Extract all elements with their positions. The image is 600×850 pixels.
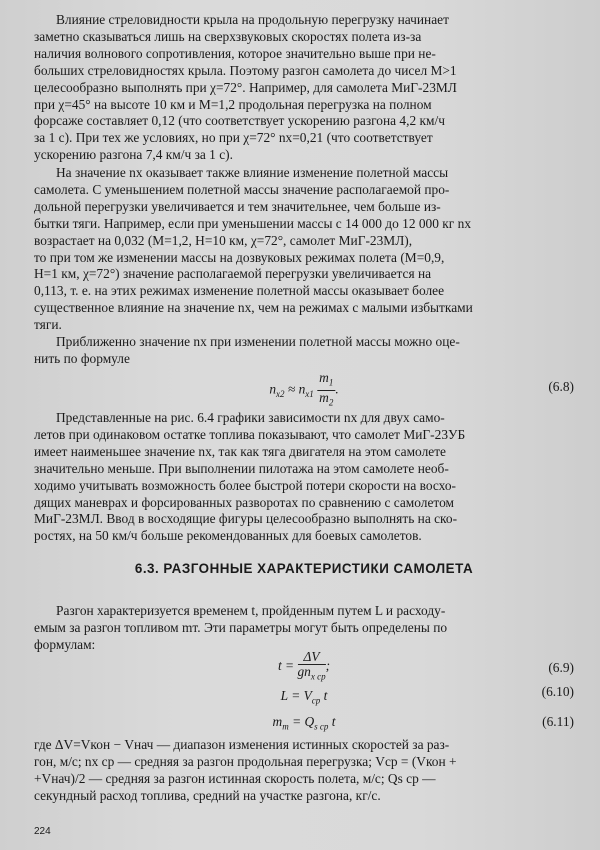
text-line: где ΔV=Vкон − Vнач — диапазон изменения истинных скоростей за раз- bbox=[34, 737, 450, 752]
text-line: дящих маневрах и форсированных разворотах по сравнению с самолетом bbox=[34, 494, 454, 510]
text-line: емым за разгон топливом mт. Эти параметры могут быть определены по bbox=[34, 619, 448, 635]
text-line: летов при одинаковом остатке топлива показывают, что самолет МиГ-23УБ bbox=[34, 426, 466, 442]
text-line: ускорению разгона 7,4 км/ч за 1 с). bbox=[34, 147, 233, 163]
page-number: 224 bbox=[34, 826, 51, 837]
equation-6-9: t = $\frac{\Delta V}{gn_{x ср}}$ ; (6.9) bbox=[277, 649, 574, 682]
paragraph-acceleration bbox=[34, 603, 574, 654]
text-line: Влияние стреловидности крыла на продольную перегрузку начинает bbox=[56, 12, 449, 27]
text-line: 0,113, т. е. на этих режимах изменение полетной массы оказывает более bbox=[34, 283, 445, 299]
equation-number: (6.8) bbox=[548, 379, 574, 394]
text-line: +Vнач)/2 — средняя за разгон истинная скорость полета, м/с; Qs ср — bbox=[34, 770, 436, 786]
text-line: секундный расход топлива, средний на участке разгона, кг/с. bbox=[34, 787, 381, 803]
text-line: имеет наименьшее значение nx, так как тяга двигателя на этом самолете bbox=[34, 443, 446, 459]
text-line: то при том же изменении массы на дозвуковых режимах полета (M=0,9, bbox=[34, 249, 445, 265]
text-line: Приближенно значение nx при изменении полетной массы можно оце- bbox=[56, 334, 460, 349]
text-line: ходимо учитывать возможность более быстрой потери скорости на восхо- bbox=[34, 477, 456, 493]
text-line: дольной перегрузки увеличивается и тем значительнее, чем больше из- bbox=[34, 198, 441, 214]
text-line: при χ=45° на высоте 10 км и M=1,2 продольная перегрузка на полном bbox=[34, 96, 432, 112]
text-line: бытки тяги. Например, если при уменьшении массы с 14 000 до 12 000 кг nx bbox=[34, 215, 472, 231]
text-line: На значение nx оказывает также влияние изменение полетной массы bbox=[56, 165, 449, 180]
equation-number: (6.11) bbox=[542, 714, 574, 729]
equation-6-8: $n_{x2} \approx n_{x1}$ $\frac{m_1}{m_2}$ . (6.8) bbox=[269, 370, 574, 408]
text-line: наличия волнового сопротивления, которое значительно выше при не- bbox=[34, 45, 436, 61]
text-line: заметно сказываться лишь на сверхзвуковых скоростях полета из-за bbox=[34, 28, 422, 44]
text-line: тяги. bbox=[34, 317, 62, 333]
fraction-dv-gnx: $\frac{\Delta V}{gn_{x ср}}$ bbox=[297, 649, 326, 682]
text-line: гон, м/с; nx ср — средняя за разгон продольная перегрузка; Vср = (Vкон + bbox=[34, 753, 457, 769]
text-line: нить по формуле bbox=[34, 350, 130, 366]
text-line: ростях, на 50 км/ч больше рекомендованных для боевых самолетов. bbox=[34, 528, 422, 544]
text-line: целесообразно выполнять при χ=72°. Например, для самолета МиГ-23МЛ bbox=[34, 79, 457, 95]
text-line: самолета. С уменьшением полетной массы значение располагаемой про- bbox=[34, 181, 450, 197]
equation-6-11: $m_т = Q_{s ср}$ t (6.11) bbox=[272, 714, 574, 732]
paragraph-flight-mass bbox=[34, 165, 574, 334]
paragraph-definitions bbox=[34, 737, 574, 805]
equation-6-10: $L = V_{ср}$ t (6.10) bbox=[280, 684, 574, 706]
text-line: Представленные на рис. 6.4 графики зависимости nx для двух само- bbox=[56, 410, 445, 425]
fraction-m1-m2: $\frac{m_1}{m_2}$ bbox=[319, 370, 334, 408]
text-line: возрастает на 0,032 (M=1,2, H=10 км, χ=72°, самолет МиГ-23МЛ), bbox=[34, 232, 413, 248]
text-line: значительно меньше. При выполнении пилотажа на этом самолете необ- bbox=[34, 460, 449, 476]
text-line: H=1 км, χ=72°) значение располагаемой перегрузки увеличивается на bbox=[34, 266, 432, 282]
section-heading: 6.3. РАЗГОННЫЕ ХАРАКТЕРИСТИКИ САМОЛЕТА bbox=[134, 561, 474, 576]
paragraph-mig23ub bbox=[34, 410, 574, 545]
equation-number: (6.10) bbox=[541, 684, 574, 699]
text-line: Разгон характеризуется временем t, пройденным путем L и расходу- bbox=[56, 603, 446, 618]
text-line: формулам: bbox=[34, 636, 96, 652]
text-line: больших стреловидностях крыла. Поэтому разгон самолета до чисел M>1 bbox=[34, 62, 457, 78]
text-line: за 1 с). При тех же условиях, но при χ=72° nx=0,21 (что соответствует bbox=[34, 130, 433, 146]
text-line: форсаже составляет 0,12 (что соответствует ускорению разгона 4,2 км/ч bbox=[34, 113, 445, 129]
paragraph-wing-sweep bbox=[34, 12, 574, 164]
paragraph-approx-formula bbox=[34, 334, 574, 368]
text-line: МиГ-23МЛ. Ввод в восходящие фигуры целесообразно выполнять на ско- bbox=[34, 511, 458, 527]
text-line: существенное влияние на значение nx, чем на режимах с малыми избытками bbox=[34, 300, 473, 316]
equation-number: (6.9) bbox=[548, 660, 574, 675]
